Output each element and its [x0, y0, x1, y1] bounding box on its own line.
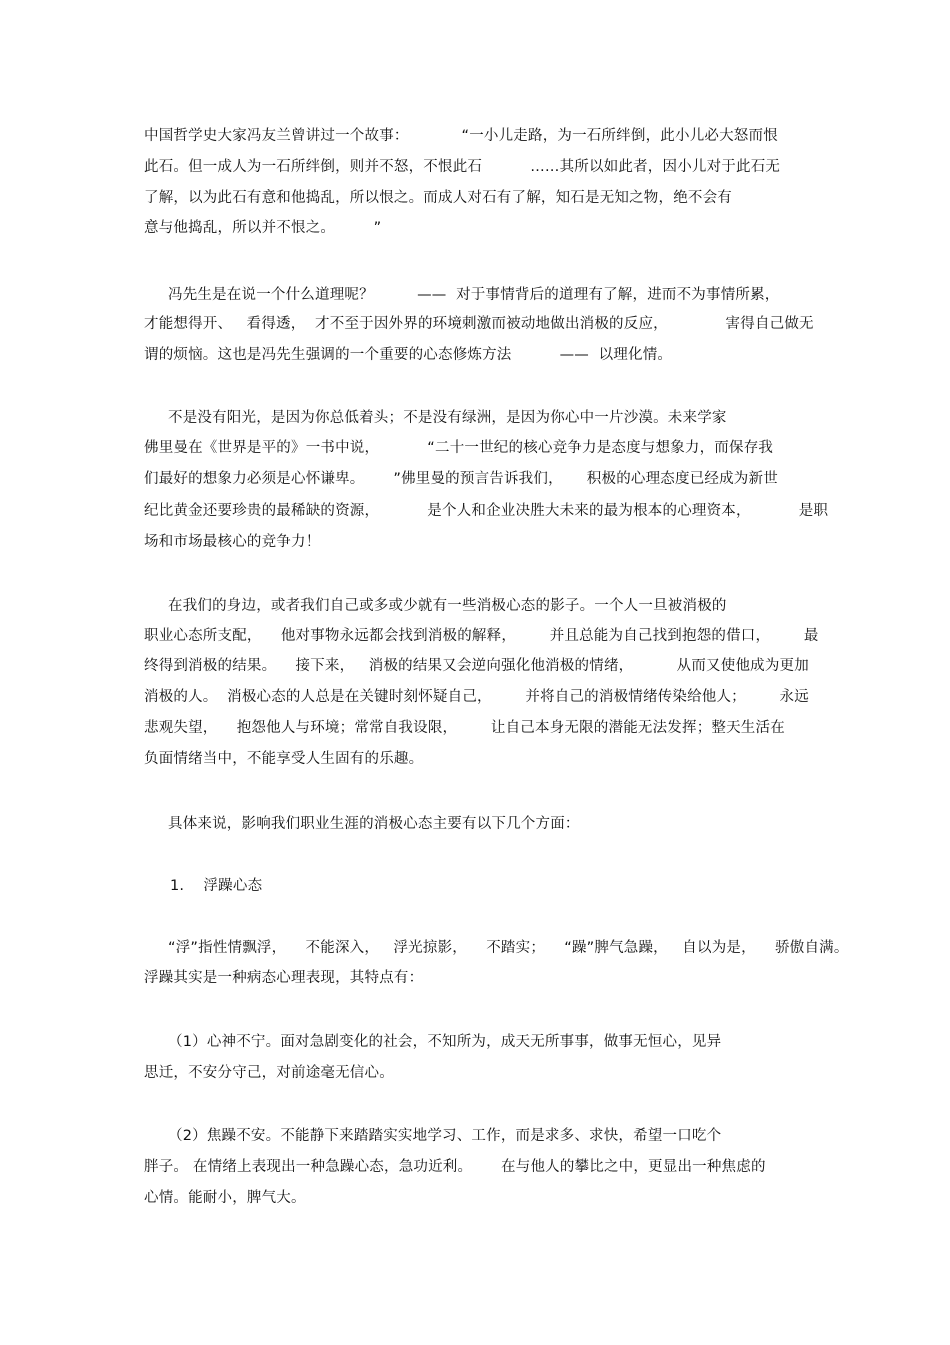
paragraph-8-line-2: 胖子。 在情绪上表现出一种急躁心态，急功近利。 在与他人的攀比之中，更显出一种焦虑的	[144, 1159, 766, 1175]
paragraph-7-line-1: （1）心神不宁。面对急剧变化的社会，不知所为，成天无所事事，做事无恒心，见异	[168, 1034, 722, 1050]
paragraph-2-line-2: 才能想得开、 看得透， 才不至于因外界的环境刺激而被动地做出消极的反应， 害得自己做无	[144, 316, 814, 332]
paragraph-4-line-5: 悲观失望， 抱怨他人与环境；常常自我设限， 让自己本身无限的潜能无法发挥；整天生活在	[144, 720, 785, 736]
paragraph-7-line-2: 思迁，不安分守己，对前途毫无信心。	[144, 1065, 394, 1081]
paragraph-4-line-2: 职业心态所支配， 他对事物永远都会找到消极的解释， 并且总能为自己找到抱怨的借口， 最	[144, 628, 819, 644]
paragraph-8-line-1: （2）焦躁不安。不能静下来踏踏实实地学习、工作，而是求多、求快，希望一口吃个	[168, 1128, 722, 1144]
paragraph-3-line-3: 们最好的想象力必须是心怀谦卑。 ”佛里曼的预言告诉我们， 积极的心理态度已经成为新世	[144, 471, 778, 487]
paragraph-4-line-3: 终得到消极的结果。 接下来， 消极的结果又会逆向强化他消极的情绪， 从而又使他成为更加	[144, 658, 809, 674]
paragraph-2-line-1: 冯先生是在说一个什么道理呢？ —— 对于事情背后的道理有了解，进而不为事情所累，	[168, 287, 780, 303]
paragraph-8-line-3: 心情。能耐小，脾气大。	[144, 1190, 306, 1206]
paragraph-1-line-4: 意与他捣乱，所以并不恨之。 ”	[144, 220, 382, 236]
paragraph-2-line-3: 谓的烦恼。这也是冯先生强调的一个重要的心态修炼方法 —— 以理化情。	[144, 347, 673, 363]
paragraph-6-line-1: “浮”指性情飘浮， 不能深入， 浮光掠影， 不踏实； “躁”脾气急躁， 自以为是， 骄傲自满。	[168, 940, 849, 956]
paragraph-4-line-4: 消极的人。 消极心态的人总是在关键时刻怀疑自己， 并将自己的消极情绪传染给他人； 永远	[144, 689, 809, 705]
paragraph-6-line-2: 浮躁其实是一种病态心理表现，其特点有：	[144, 970, 424, 986]
paragraph-3-line-4: 纪比黄金还要珍贵的最稀缺的资源， 是个人和企业决胜大未来的最为根本的心理资本， 是职	[144, 503, 829, 519]
paragraph-1-line-2: 此石。但一成人为一石所绊倒，则并不怒，不恨此石 ……其所以如此者，因小儿对于此石无	[144, 159, 781, 175]
paragraph-3-line-2: 佛里曼在《世界是平的》一书中说， “二十一世纪的核心竞争力是态度与想象力，而保存我	[144, 440, 774, 456]
paragraph-5-line-1: 具体来说，影响我们职业生涯的消极心态主要有以下几个方面：	[168, 816, 580, 832]
paragraph-1-line-3: 了解，以为此石有意和他捣乱，所以恨之。而成人对石有了解，知石是无知之物，绝不会有	[144, 190, 732, 206]
paragraph-3-line-1: 不是没有阳光，是因为你总低着头；不是没有绿洲，是因为你心中一片沙漠。未来学家	[168, 410, 727, 426]
section-heading: 1. 浮躁心态	[170, 878, 263, 894]
paragraph-4-line-6: 负面情绪当中，不能享受人生固有的乐趣。	[144, 751, 424, 767]
paragraph-3-line-5: 场和市场最核心的竞争力！	[144, 534, 321, 550]
paragraph-4-line-1: 在我们的身边，或者我们自己或多或少就有一些消极心态的影子。一个人一旦被消极的	[168, 598, 727, 614]
paragraph-1-line-1: 中国哲学史大家冯友兰曾讲过一个故事： “一小儿走路，为一石所绊倒，此小儿必大怒而恨	[144, 128, 778, 144]
